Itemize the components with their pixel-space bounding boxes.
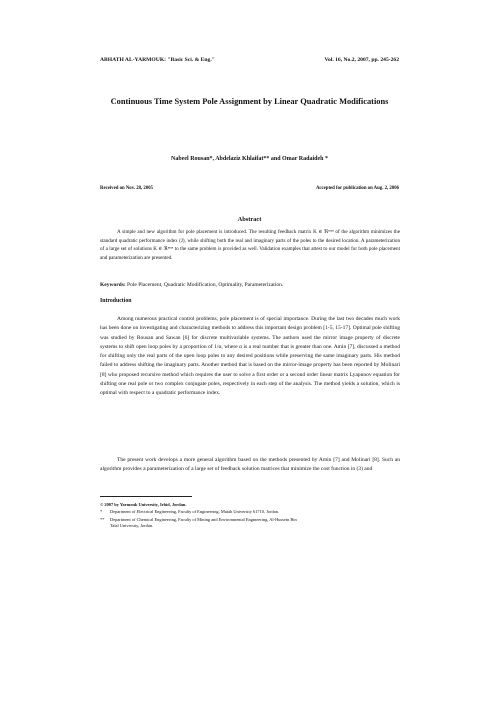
footnote-text: Department of Electrical Engineering, Faculty of Engineering, Mutah University 61710, Jordan.	[110, 509, 279, 514]
paper-title: Continuous Time System Pole Assignment by Linear Quadratic Modifications	[110, 97, 389, 106]
footnote-rule	[100, 496, 192, 497]
abstract-text: A simple and new algorithm for pole placement is introduced. The resulting feedback matrix K ∈ ℜᵐˣⁿ of the algorithm minimizes the standard quadratic performance index (J), while shifting both the real and imaginary parts of the poles to the desired location. A parameterization of a large set of solutions K ∈ ℜᵐˣⁿ to the same problem is provided as well. Validation examples that attest to our model for both pole placement and parameterization are presented.	[100, 229, 400, 261]
keywords-label: Keywords:	[100, 282, 126, 288]
keywords	[100, 282, 400, 288]
footnote-text: Department of Chemical Engineering, Faculty of Mining and Environmental Engineering, Al-Hussein Bin	[110, 517, 297, 522]
journal-name: ABHATH AL-YARMOUK: "Basic Sci. & Eng."	[100, 57, 215, 63]
footnote-affiliation-1	[100, 509, 400, 515]
footnote-copyright: © 2007 by Yarmouk University, Irbid, Jordan.	[100, 502, 187, 507]
received-date: Received on Nov. 28, 2005	[100, 186, 154, 191]
body-paragraph-2: The present work develops a more general algorithm based on the methods presented by Amin [7] and Molinari [8]. Such an algorithm provides a parameterization of a large set of feedback solution matrices that minimize the cost function in (3) and	[100, 457, 400, 473]
footnote-affiliation-2	[100, 517, 400, 530]
footnote-marker: *	[100, 509, 103, 514]
section-heading-introduction: Introduction	[100, 298, 132, 304]
footnote-text-continued: Talal University, Jordan.	[110, 523, 154, 529]
footnote-marker: **	[100, 517, 105, 522]
volume-info: Vol. 16, No.2, 2007, pp. 245-262	[324, 57, 399, 63]
submission-dates	[100, 186, 399, 191]
abstract-heading: Abstract	[237, 216, 262, 223]
accepted-date: Accepted for publication on Aug. 2, 2006	[315, 186, 399, 191]
running-head	[100, 57, 399, 63]
author-list: Nabeel Rousan*, Abdelaziz Khlaifat** and Omar Radaideh *	[171, 156, 328, 162]
body-paragraph-1: Among numerous practical control problems, pole placement is of special importance. During the last two decades much work has been done on investigating and characterizing methods to address this important design problem [1-5, 15-17]. Optimal pole shifting was studied by Rousan and Sawan [6] for discrete multivariable systems. The authors used the mirror image property of discrete systems to shift open loop poles by a proportion of 1/α, where α is a real number that is greater than one. Amin [7], discussed a method for shifting only the real parts of the open loop poles to any desired positions while preserving the same imaginary parts. His method failed to address shifting the imaginary parts. Another method that is based on the mirror-image property has been reported by Molinari [8] who proposed recursive method which requires the user to solve a first order or a second order linear matrix Lyapunov equation for shifting one real pole or two complex conjugate poles, respectively in each step of the analysis. The method yields a solution, which is optimal with respect to a quadratic performance index.	[100, 316, 400, 397]
keywords-list: Pole Placement, Quadratic Modification, Optimality, Parameterization.	[125, 282, 284, 288]
